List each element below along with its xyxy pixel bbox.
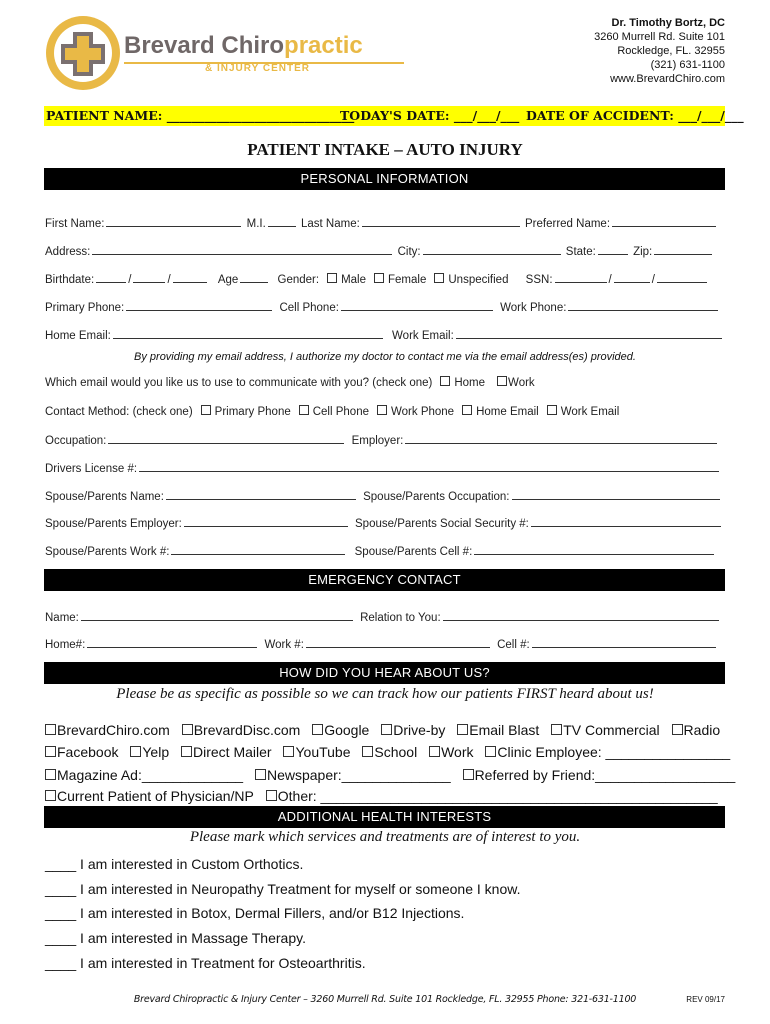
hear-option: Drive-by <box>393 722 446 738</box>
drivers-license-field[interactable] <box>139 461 719 472</box>
emergency-home-label: Home#: <box>45 639 86 651</box>
health-instruction: Please mark which services and treatments are of interest to you. <box>189 829 581 845</box>
interest-item[interactable]: ____ I am interested in Massage Therapy. <box>45 930 306 946</box>
doctor-info <box>594 16 725 86</box>
emergency-name-label: Name: <box>45 612 79 624</box>
zip-label: Zip: <box>633 246 653 258</box>
spouse-ssn-field[interactable] <box>531 516 721 527</box>
section-how-did-you-hear: HOW DID YOU HEAR ABOUT US? <box>44 662 725 684</box>
hear-driveby-checkbox[interactable] <box>381 724 392 735</box>
logo-cross-fill-bar <box>65 48 101 60</box>
employer-label: Employer: <box>351 435 404 447</box>
first-name-field[interactable] <box>106 216 241 227</box>
address-line2: Rockledge, FL. 32955 <box>617 45 725 57</box>
cell-phone-field[interactable] <box>341 300 493 311</box>
cm-work-email-label: Work Email <box>560 406 620 418</box>
row-birth: Birthdate: / / Age Gender: Male Female Unspecified SSN: / / <box>45 272 725 287</box>
ssn-label: SSN: <box>525 274 553 286</box>
work-phone-label: Work Phone: <box>500 302 567 314</box>
zip-field[interactable] <box>654 244 712 255</box>
hear-option: Referred by Friend:__________________ <box>474 767 736 783</box>
page-title: PATIENT INTAKE – AUTO INJURY <box>247 140 523 159</box>
hear-school-checkbox[interactable] <box>362 746 373 757</box>
female-checkbox[interactable] <box>374 273 384 283</box>
address-label: Address: <box>45 246 91 258</box>
male-label: Male <box>341 274 367 286</box>
which-email-work-checkbox[interactable] <box>497 376 507 386</box>
spouse-ssn-label: Spouse/Parents Social Security #: <box>355 518 529 530</box>
emergency-cell-field[interactable] <box>532 637 716 648</box>
hear-newspaper-checkbox[interactable] <box>255 769 266 780</box>
hear-option: Radio <box>683 722 721 738</box>
hear-magazine-checkbox[interactable] <box>45 769 56 780</box>
interest-item[interactable]: ____ I am interested in Neuropathy Treatment for myself or someone I know. <box>45 881 521 897</box>
last-name-label: Last Name: <box>301 218 360 230</box>
hear-facebook-checkbox[interactable] <box>45 746 56 757</box>
drivers-license-label: Drivers License #: <box>45 463 138 475</box>
hear-option: BrevardDisc.com <box>193 722 301 738</box>
emergency-home-field[interactable] <box>87 637 257 648</box>
row-contact-method <box>45 405 725 419</box>
emergency-work-label: Work #: <box>264 639 304 651</box>
home-email-field[interactable] <box>113 328 383 339</box>
interest-item[interactable]: ____ I am interested in Botox, Dermal Fillers, and/or B12 Injections. <box>45 905 465 921</box>
mi-field[interactable] <box>268 216 296 227</box>
cm-cell-phone-label: Cell Phone <box>312 406 369 418</box>
clinic-website: www.BrevardChiro.com <box>610 73 725 85</box>
hear-brevardchiro-checkbox[interactable] <box>45 724 56 735</box>
brand-subtitle: & INJURY CENTER <box>205 63 311 74</box>
preferred-name-label: Preferred Name: <box>525 218 611 230</box>
ssn-part1-field[interactable] <box>555 272 607 283</box>
female-label: Female <box>388 274 427 286</box>
row-phones <box>45 300 725 315</box>
hear-current-patient-checkbox[interactable] <box>45 790 56 801</box>
hear-direct-mailer-checkbox[interactable] <box>181 746 192 757</box>
primary-phone-field[interactable] <box>126 300 272 311</box>
hear-clinic-employee-checkbox[interactable] <box>485 746 496 757</box>
birth-year-field[interactable] <box>173 272 207 283</box>
cm-home-email-checkbox[interactable] <box>462 405 472 415</box>
section-additional-health-interests: ADDITIONAL HEALTH INTERESTS <box>44 806 725 828</box>
footer-text: Brevard Chiropractic & Injury Center – 3260 Murrell Rd. Suite 101 Rockledge, FL. 32955 Phone: 321-631-1100 <box>133 994 637 1005</box>
ssn-part3-field[interactable] <box>657 272 707 283</box>
brand-name-part1: Brevard Chiro <box>124 32 285 59</box>
hear-row-4 <box>45 787 730 805</box>
hear-option: Magazine Ad:_____________ <box>57 767 244 783</box>
brand-name-part2: practic <box>284 32 363 59</box>
unspecified-label: Unspecified <box>448 274 509 286</box>
hear-row-3 <box>45 766 736 784</box>
spouse-cell-label: Spouse/Parents Cell #: <box>354 546 473 558</box>
hear-option: Current Patient of Physician/NP <box>57 788 254 804</box>
hear-tv-commercial-checkbox[interactable] <box>551 724 562 735</box>
work-phone-field[interactable] <box>568 300 718 311</box>
row-emails <box>45 328 725 343</box>
cm-home-email-label: Home Email <box>476 406 539 418</box>
birthdate-label: Birthdate: <box>45 274 95 286</box>
age-label: Age <box>217 274 239 286</box>
hear-option: BrevardChiro.com <box>57 722 170 738</box>
age-field[interactable] <box>240 272 268 283</box>
spouse-work-field[interactable] <box>171 544 345 555</box>
row-spouse-name <box>45 489 725 504</box>
spouse-occupation-field[interactable] <box>512 489 720 500</box>
patient-header-bar <box>44 106 744 126</box>
spouse-employer-field[interactable] <box>184 516 348 527</box>
hear-option: Yelp <box>142 744 170 760</box>
todays-date-field[interactable]: TODAY'S DATE: ___/___/___ <box>340 108 520 123</box>
state-field[interactable] <box>598 244 628 255</box>
interest-item[interactable]: ____ I am interested in Custom Orthotics. <box>45 856 304 872</box>
address-field[interactable] <box>92 244 392 255</box>
hear-option: YouTube <box>295 744 351 760</box>
row-address <box>45 244 725 259</box>
spouse-name-label: Spouse/Parents Name: <box>45 491 164 503</box>
hear-option: TV Commercial <box>563 722 660 738</box>
hear-google-checkbox[interactable] <box>312 724 323 735</box>
which-email-home-checkbox[interactable] <box>440 376 450 386</box>
occupation-field[interactable] <box>108 433 344 444</box>
row-occupation <box>45 433 725 448</box>
birth-day-field[interactable] <box>133 272 165 283</box>
hear-row-1 <box>45 721 730 739</box>
male-checkbox[interactable] <box>327 273 337 283</box>
which-email-home-label: Home <box>454 377 486 389</box>
doctor-name: Dr. Timothy Bortz, DC <box>611 17 725 29</box>
revision-label: REV 09/17 <box>686 995 725 1004</box>
which-email-work-label: Work <box>508 377 535 389</box>
hear-row-2 <box>45 743 730 761</box>
mi-label: M.I. <box>246 218 266 230</box>
hear-option: Email Blast <box>469 722 540 738</box>
relation-label: Relation to You: <box>360 612 441 624</box>
hear-work-checkbox[interactable] <box>429 746 440 757</box>
spouse-work-label: Spouse/Parents Work #: <box>45 546 170 558</box>
hear-option: Direct Mailer <box>193 744 272 760</box>
first-name-label: First Name: <box>45 218 105 230</box>
gender-label: Gender: <box>277 274 320 286</box>
emergency-name-field[interactable] <box>81 610 353 621</box>
cm-work-phone-label: Work Phone <box>391 406 455 418</box>
hear-option: Google <box>324 722 370 738</box>
ssn-part2-field[interactable] <box>614 272 650 283</box>
email-consent-note: By providing my email address, I authorize my doctor to contact me via the email address(es) provided. <box>134 351 636 363</box>
interest-item[interactable]: ____ I am interested in Treatment for Osteoarthritis. <box>45 955 366 971</box>
work-email-field[interactable] <box>456 328 722 339</box>
hear-referred-friend-checkbox[interactable] <box>463 769 474 780</box>
cm-work-phone-checkbox[interactable] <box>377 405 387 415</box>
hear-option: Clinic Employee: ________________ <box>497 744 731 760</box>
cell-phone-label: Cell Phone: <box>279 302 339 314</box>
spouse-occupation-label: Spouse/Parents Occupation: <box>363 491 510 503</box>
work-email-label: Work Email: <box>392 330 454 342</box>
row-emergency-phones <box>45 637 725 652</box>
hear-option: Other: ___________________________________________________ <box>277 788 718 804</box>
hear-instruction: Please be as specific as possible so we can track how our patients FIRST heard about us! <box>116 686 654 702</box>
cm-cell-phone-checkbox[interactable] <box>299 405 309 415</box>
cm-primary-phone-label: Primary Phone <box>214 406 291 418</box>
spouse-name-field[interactable] <box>166 489 356 500</box>
row-drivers-license <box>45 461 725 476</box>
hear-email-blast-checkbox[interactable] <box>457 724 468 735</box>
preferred-name-field[interactable] <box>612 216 716 227</box>
row-emergency-name <box>45 610 725 625</box>
section-emergency-contact: EMERGENCY CONTACT <box>44 569 725 591</box>
city-field[interactable] <box>423 244 561 255</box>
row-name <box>45 216 725 231</box>
row-which-email <box>45 376 725 390</box>
cm-work-email-checkbox[interactable] <box>547 405 557 415</box>
hear-option: School <box>374 744 418 760</box>
occupation-label: Occupation: <box>45 435 107 447</box>
primary-phone-label: Primary Phone: <box>45 302 125 314</box>
which-email-label: Which email would you like us to use to communicate with you? (check one) <box>45 377 433 389</box>
hear-option: Newspaper:______________ <box>266 767 451 783</box>
last-name-field[interactable] <box>362 216 520 227</box>
emergency-cell-label: Cell #: <box>497 639 530 651</box>
contact-method-label: Contact Method: (check one) <box>45 406 193 418</box>
hear-youtube-checkbox[interactable] <box>283 746 294 757</box>
city-label: City: <box>397 246 421 258</box>
birth-month-field[interactable] <box>96 272 126 283</box>
relation-field[interactable] <box>443 610 719 621</box>
address-line1: 3260 Murrell Rd. Suite 101 <box>594 31 725 43</box>
row-spouse-employer <box>45 516 725 531</box>
section-personal-information: PERSONAL INFORMATION <box>44 168 725 190</box>
brand-name <box>124 32 363 60</box>
hear-yelp-checkbox[interactable] <box>130 746 141 757</box>
employer-field[interactable] <box>405 433 717 444</box>
patient-name-field[interactable]: PATIENT NAME: ______________________________ <box>46 108 355 123</box>
hear-brevarddisc-checkbox[interactable] <box>182 724 193 735</box>
emergency-work-field[interactable] <box>306 637 490 648</box>
spouse-cell-field[interactable] <box>474 544 714 555</box>
hear-option: Facebook <box>57 744 119 760</box>
clinic-phone: (321) 631-1100 <box>650 59 725 71</box>
cm-primary-phone-checkbox[interactable] <box>201 405 211 415</box>
row-spouse-work <box>45 544 725 559</box>
spouse-employer-label: Spouse/Parents Employer: <box>45 518 182 530</box>
hear-other-checkbox[interactable] <box>266 790 277 801</box>
unspecified-checkbox[interactable] <box>434 273 444 283</box>
accident-date-field[interactable]: DATE OF ACCIDENT: ___/___/___ <box>526 108 744 123</box>
home-email-label: Home Email: <box>45 330 111 342</box>
state-label: State: <box>565 246 596 258</box>
hear-radio-checkbox[interactable] <box>672 724 683 735</box>
hear-option: Work <box>441 744 474 760</box>
